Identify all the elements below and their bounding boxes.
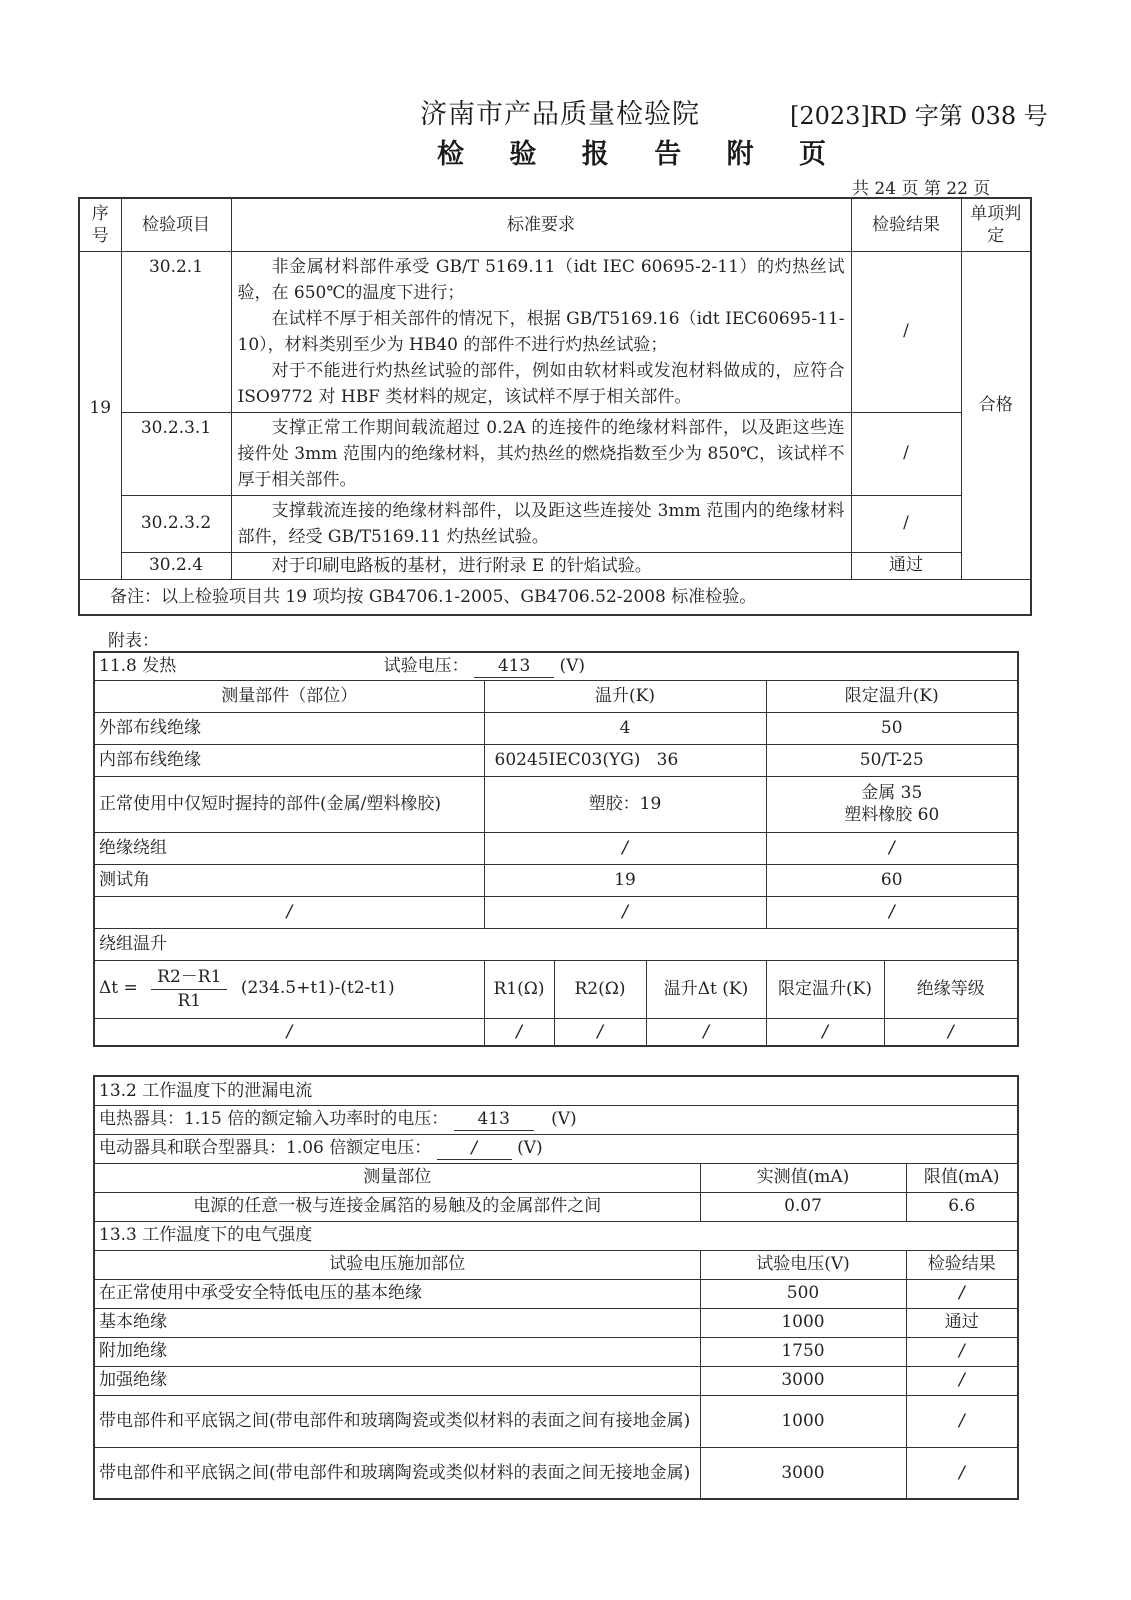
table-row — [94, 1308, 1018, 1337]
limit-cell: 60 — [766, 864, 1018, 896]
inspection-table — [78, 197, 1032, 616]
heating-voltage-row — [94, 1105, 1018, 1134]
part-cell: 内部布线绝缘 — [94, 744, 484, 776]
header-limit: 限值(mA) — [906, 1163, 1018, 1192]
part-cell: 带电部件和平底锅之间(带电部件和玻璃陶瓷或类似材料的表面之间有接地金属) — [94, 1395, 700, 1447]
winding-formula — [94, 960, 484, 1018]
winding-value: / — [766, 1018, 884, 1046]
header-insulation-class: 绝缘等级 — [884, 960, 1018, 1018]
header-measured: 实测值(mA) — [700, 1163, 906, 1192]
table-row — [94, 896, 1018, 928]
rise-cell: 19 — [484, 864, 766, 896]
voltage-cell: 500 — [700, 1279, 906, 1308]
result-cell: / — [906, 1366, 1018, 1395]
voltage-cell: 1000 — [700, 1308, 906, 1337]
table-row — [94, 776, 1018, 832]
winding-title-row — [94, 928, 1018, 960]
formula-fraction — [151, 966, 227, 1011]
item-cell: 30.2.3.2 — [121, 495, 231, 552]
header-item: 检验项目 — [121, 198, 231, 251]
result-cell: / — [851, 251, 961, 412]
leakage-header-row — [94, 1163, 1018, 1192]
header-verdict: 单项判定 — [961, 198, 1031, 251]
rise-cell: 4 — [484, 712, 766, 744]
voltage-value: 413 — [474, 655, 554, 678]
table-row — [79, 412, 1031, 495]
heating-voltage-value: 413 — [454, 1108, 534, 1131]
table-row — [94, 1192, 1018, 1221]
report-number: [2023]RD 字第 038 号 — [790, 102, 1048, 130]
winding-value: / — [484, 1018, 554, 1046]
limit-cell: 金属 35 塑料橡胶 60 — [766, 776, 1018, 832]
part-cell: 附加绝缘 — [94, 1337, 700, 1366]
strength-title-row — [94, 1221, 1018, 1250]
leakage-strength-table — [93, 1075, 1019, 1500]
formula-numerator: R2－R1 — [151, 966, 227, 989]
table-row — [94, 712, 1018, 744]
requirement-cell — [231, 251, 851, 412]
measured-cell: 0.07 — [700, 1192, 906, 1221]
winding-header-row — [94, 960, 1018, 1018]
heating-table — [93, 651, 1019, 1047]
part-cell: / — [94, 896, 484, 928]
header-requirement: 标准要求 — [231, 198, 851, 251]
part-cell: 外部布线绝缘 — [94, 712, 484, 744]
header-limit-rise: 限定温升(K) — [766, 960, 884, 1018]
appendix-label: 附表： — [108, 631, 159, 651]
requirement-paragraph: 支撑正常工作期间载流超过 0.2A 的连接件的绝缘材料部件，以及距这些连接件处 3mm 范围内的绝缘材料，其灼热丝的燃烧指数至少为 850℃，该试样不厚于相关部件。 — [237, 417, 845, 490]
table-row — [94, 1447, 1018, 1499]
voltage-cell: 3000 — [700, 1366, 906, 1395]
heating-voltage-cell — [94, 1105, 1018, 1134]
leakage-title-row — [94, 1076, 1018, 1105]
header-part: 测量部件（部位） — [94, 680, 484, 712]
header-result: 检验结果 — [851, 198, 961, 251]
seq-cell: 19 — [79, 251, 121, 579]
table-row — [94, 832, 1018, 864]
part-cell: 加强绝缘 — [94, 1366, 700, 1395]
table-row — [94, 864, 1018, 896]
header-r1: R1(Ω) — [484, 960, 554, 1018]
header-seq: 序号 — [79, 198, 121, 251]
requirement-cell — [231, 412, 851, 495]
voltage-cell: 1750 — [700, 1337, 906, 1366]
rise-cell: / — [484, 896, 766, 928]
table-row — [79, 251, 1031, 412]
result-cell: 通过 — [906, 1308, 1018, 1337]
rise-cell: 60245IEC03(YG) 36 — [484, 744, 766, 776]
heating-voltage-label: 电热器具：1.15 倍的额定输入功率时的电压： — [99, 1108, 449, 1129]
table-row — [79, 552, 1031, 579]
leakage-title: 13.2 工作温度下的泄漏电流 — [94, 1076, 1018, 1105]
item-cell: 30.2.4 — [121, 552, 231, 579]
requirement-paragraph: 对于印刷电路板的基材，进行附录 E 的针焰试验。 — [271, 555, 652, 576]
header-result: 检验结果 — [906, 1250, 1018, 1279]
voltage-label: 试验电压： — [383, 655, 469, 676]
formula-lhs: Δt = — [99, 978, 138, 999]
motor-voltage-cell — [94, 1134, 1018, 1163]
item-cell: 30.2.1 — [121, 251, 231, 412]
header-part: 测量部位 — [94, 1163, 700, 1192]
part-cell: 带电部件和平底锅之间(带电部件和玻璃陶瓷或类似材料的表面之间无接地金属) — [94, 1447, 700, 1499]
heating-header-row — [94, 680, 1018, 712]
voltage-cell: 1000 — [700, 1395, 906, 1447]
result-cell: / — [906, 1337, 1018, 1366]
table-header-row — [79, 198, 1031, 251]
motor-voltage-value: / — [437, 1137, 512, 1160]
motor-voltage-label: 电动器具和联合型器具：1.06 倍额定电压： — [99, 1137, 432, 1158]
header-rise: 温升(K) — [484, 680, 766, 712]
result-cell: / — [906, 1447, 1018, 1499]
result-cell: / — [906, 1279, 1018, 1308]
motor-voltage-row — [94, 1134, 1018, 1163]
org-title: 济南市产品质量检验院 — [420, 99, 700, 130]
result-cell: / — [851, 495, 961, 552]
table-row — [94, 1395, 1018, 1447]
heating-title: 11.8 发热 — [99, 655, 177, 676]
part-cell: 绝缘绕组 — [94, 832, 484, 864]
limit-cell: / — [766, 896, 1018, 928]
limit-cell: / — [766, 832, 1018, 864]
part-cell: 在正常使用中承受安全特低电压的基本绝缘 — [94, 1279, 700, 1308]
table-row — [94, 1018, 1018, 1046]
part-cell: 测试角 — [94, 864, 484, 896]
formula-rhs: (234.5+t1)-(t2-t1) — [240, 978, 395, 999]
part-cell: 电源的任意一极与连接金属箔的易触及的金属部件之间 — [94, 1192, 700, 1221]
limit-cell: 50 — [766, 712, 1018, 744]
table-row — [79, 495, 1031, 552]
winding-title: 绕组温升 — [94, 928, 1018, 960]
verdict-cell: 合格 — [961, 251, 1031, 579]
header-limit: 限定温升(K) — [766, 680, 1018, 712]
rise-cell: / — [484, 832, 766, 864]
table-row — [94, 1337, 1018, 1366]
note-row — [79, 579, 1031, 615]
rise-cell: 塑胶：19 — [484, 776, 766, 832]
note-text: 备注：以上检验项目共 19 项均按 GB4706.1-2005、GB4706.52-2008 标准检验。 — [79, 579, 1031, 615]
table-row — [94, 1366, 1018, 1395]
voltage-cell: 3000 — [700, 1447, 906, 1499]
header-voltage: 试验电压(V) — [700, 1250, 906, 1279]
item-cell: 30.2.3.1 — [121, 412, 231, 495]
formula-denominator: R1 — [177, 990, 202, 1011]
requirement-paragraph: 对于不能进行灼热丝试验的部件，例如由软材料或发泡材料做成的，应符合 ISO9772 对 HBF 类材料的规定，该试样不厚于相关部件。 — [237, 360, 845, 407]
part-cell: 基本绝缘 — [94, 1308, 700, 1337]
voltage-unit: (V) — [559, 655, 586, 676]
result-cell: / — [906, 1395, 1018, 1447]
limit-cell: 6.6 — [906, 1192, 1018, 1221]
table-row — [94, 744, 1018, 776]
requirement-paragraph: 支撑载流连接的绝缘材料部件，以及距这些连接处 3mm 范围内的绝缘材料部件，经受 GB/T5169.11 灼热丝试验。 — [237, 500, 845, 547]
header-r2: R2(Ω) — [554, 960, 646, 1018]
limit-cell: 50/T-25 — [766, 744, 1018, 776]
header-part: 试验电压施加部位 — [94, 1250, 700, 1279]
winding-value: / — [554, 1018, 646, 1046]
result-cell: 通过 — [851, 552, 961, 579]
winding-value: / — [94, 1018, 484, 1046]
requirement-cell — [231, 552, 851, 579]
requirement-paragraph: 在试样不厚于相关部件的情况下，根据 GB/T5169.16（idt IEC60695-11-10），材料类别至少为 HB40 的部件不进行灼热丝试验； — [237, 308, 845, 355]
strength-title: 13.3 工作温度下的电气强度 — [94, 1221, 1018, 1250]
result-cell: / — [851, 412, 961, 495]
heating-voltage-unit: (V) — [551, 1108, 577, 1129]
header-delta-t: 温升Δt (K) — [646, 960, 766, 1018]
page-info: 共 24 页 第 22 页 — [852, 179, 991, 199]
winding-value: / — [646, 1018, 766, 1046]
heating-title-cell — [94, 652, 1018, 680]
table-row — [94, 1279, 1018, 1308]
part-cell: 正常使用中仅短时握持的部件(金属/塑料橡胶) — [94, 776, 484, 832]
page-subtitle: 检 验 报 告 附 页 — [437, 139, 844, 170]
requirement-cell — [231, 495, 851, 552]
motor-voltage-unit: (V) — [517, 1137, 543, 1158]
strength-header-row — [94, 1250, 1018, 1279]
winding-value: / — [884, 1018, 1018, 1046]
heating-title-row — [94, 652, 1018, 680]
requirement-paragraph: 非金属材料部件承受 GB/T 5169.11（idt IEC 60695-2-11）的灼热丝试验，在 650℃的温度下进行； — [237, 256, 845, 303]
